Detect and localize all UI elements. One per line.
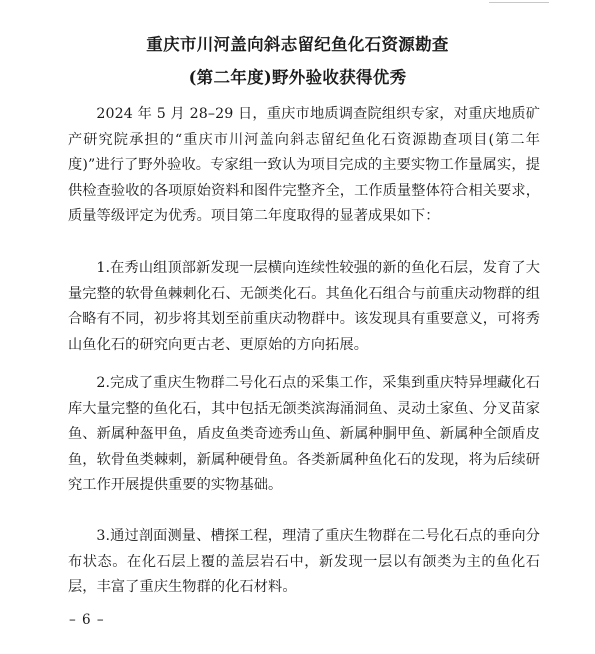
result-paragraph-2: 2.完成了重庆生物群二号化石点的采集工作，采集到重庆特异埋藏化石库大量完整的鱼化石，其中包括无颌类滨海涌洞鱼、灵动土家鱼、分叉苗家鱼、新属种盔甲鱼，盾皮鱼类奇迹秀山鱼、新属种胴甲鱼、新属种全颌盾皮鱼，软骨鱼类棘刺，新属种硬骨鱼。各类新属种鱼化石的发现，将为后续研究工作开展提供重要的实物基础。	[68, 375, 540, 493]
result-paragraph-1: 1.在秀山组顶部新发现一层横向连续性较强的新的鱼化石层，发育了大量完整的软骨鱼棘刺化石、无颌类化石。其鱼化石组合与前重庆动物群的组合略有不同，初步将其划至前重庆动物群中。该发现具有重要意义，可将秀山鱼化石的研究向更古老、更原始的方向拓展。	[68, 260, 540, 353]
intro-paragraph: 2024 年 5 月 28–29 日，重庆市地质调查院组织专家，对重庆地质矿产研究院承担的“重庆市川河盖向斜志留纪鱼化石资源勘查项目(第二年度)”进行了野外验收。专家组一致认为项目完成的主要实物工作量属实，提供检查验收的各项原始资料和图件完整齐全，工作质量整体符合相关要求，质量等级评定为优秀。项目第二年度取得的显著成果如下：	[68, 106, 540, 224]
result-paragraph-3: 3.通过剖面测量、槽探工程，理清了重庆生物群在二号化石点的垂向分布状态。在化石层上覆的盖层岩石中，新发现一层以有颌类为主的鱼化石层，丰富了重庆生物群的化石材料。	[68, 528, 540, 595]
page-number: – 6 –	[69, 612, 105, 628]
document-title-line-1: 重庆市川河盖向斜志留纪鱼化石资源勘查	[146, 35, 449, 54]
document-title-line-2: (第二年度)野外验收获得优秀	[188, 68, 407, 87]
page-top-edge-mark	[489, 0, 549, 3]
